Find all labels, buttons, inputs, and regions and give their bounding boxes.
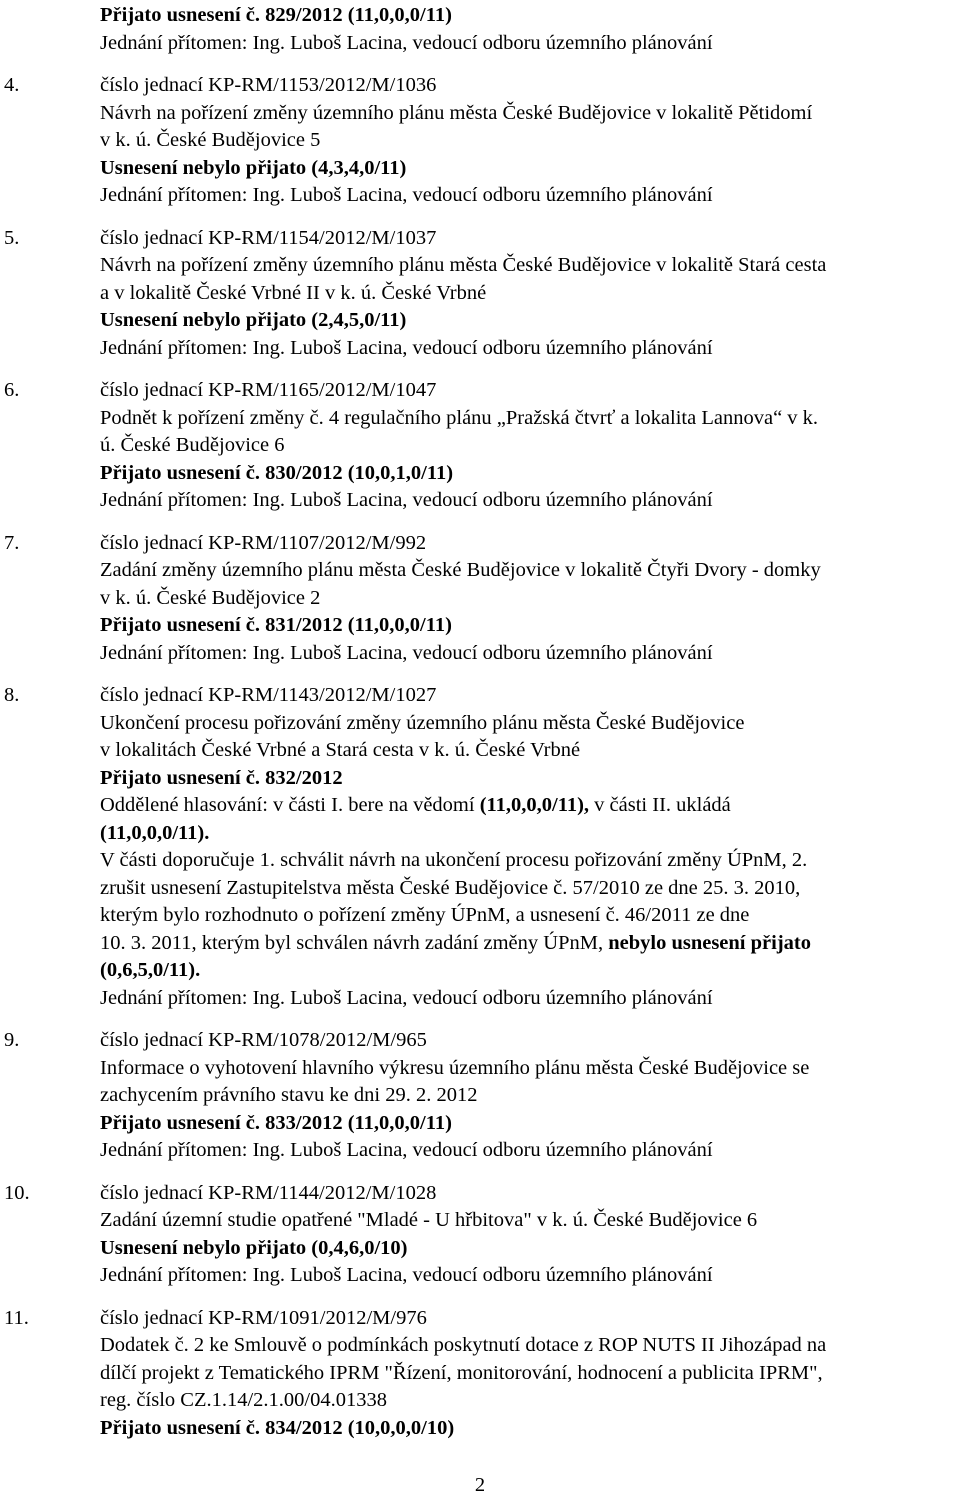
- text-line: [0, 307, 960, 335]
- line-text: Zadání územní studie opatřené "Mladé - U hřbitova" v k. ú. České Budějovice 6: [100, 1209, 758, 1231]
- paragraph-gap: [0, 1165, 960, 1180]
- text-line: [0, 640, 960, 668]
- line-text: číslo jednací KP-RM/1165/2012/M/1047: [100, 379, 437, 401]
- text-line: [0, 335, 960, 363]
- agenda-item-heading: [0, 1305, 960, 1333]
- agenda-item-heading: [0, 377, 960, 405]
- text-line: [0, 100, 960, 128]
- resolution-text: Přijato usnesení č. 833/2012 (11,0,0,0/11): [100, 1111, 452, 1134]
- line-text: kterým bylo rozhodnuto o pořízení změny ÚPnM, a usnesení č. 46/2011 ze dne: [100, 904, 750, 926]
- text-line: [0, 1207, 960, 1235]
- resolution-text: Přijato usnesení č. 832/2012: [100, 766, 343, 789]
- line-text: Návrh na pořízení změny územního plánu města České Budějovice v lokalitě Pětidomí: [100, 101, 813, 124]
- text-line: [0, 1415, 960, 1443]
- text-line: [0, 847, 960, 875]
- resolution-text: (11,0,0,0/11),: [479, 794, 590, 816]
- text-line: [0, 1055, 960, 1083]
- text-line: [0, 1262, 960, 1290]
- line-text: Jednání přítomen: Ing. Luboš Lacina, vedoucí odboru územního plánování: [100, 31, 713, 54]
- agenda-item-number: 10.: [4, 1181, 30, 1204]
- line-text: V části doporučuje 1. schválit návrh na ukončení procesu pořizování změny ÚPnM, 2.: [100, 849, 808, 871]
- resolution-text: Přijato usnesení č. 830/2012 (10,0,1,0/11): [100, 461, 454, 484]
- resolution-text: Přijato usnesení č. 834/2012 (10,0,0,0/10): [100, 1416, 455, 1439]
- agenda-item-number: 6.: [4, 379, 20, 401]
- paragraph-gap: [0, 362, 960, 377]
- agenda-item-heading: [0, 225, 960, 253]
- agenda-item-number: 9.: [4, 1029, 20, 1051]
- line-text: Jednání přítomen: Ing. Luboš Lacina, vedoucí odboru územního plánování: [100, 1264, 713, 1286]
- text-line: [0, 405, 960, 433]
- line-text: ú. České Budějovice 6: [100, 434, 285, 456]
- paragraph-gap: [0, 210, 960, 225]
- line-text-continued: v části II. ukládá: [589, 794, 731, 816]
- line-text: Zadání změny územního plánu města České Budějovice v lokalitě Čtyři Dvory - domky: [100, 559, 821, 581]
- text-line: [0, 30, 960, 58]
- line-text: Jednání přítomen: Ing. Luboš Lacina, vedoucí odboru územního plánování: [100, 641, 713, 664]
- text-line: [0, 737, 960, 765]
- resolution-text: nebylo usnesení přijato: [608, 931, 811, 954]
- text-line: [0, 1082, 960, 1110]
- line-text: zachycením právního stavu ke dni 29. 2. 2012: [100, 1084, 478, 1106]
- line-text: Informace o vyhotovení hlavního výkresu územního plánu města České Budějovice se: [100, 1056, 810, 1079]
- agenda-item-heading: [0, 530, 960, 558]
- text-line: [0, 155, 960, 183]
- agenda-item-number: 11.: [4, 1306, 29, 1329]
- text-line: [0, 2, 960, 30]
- text-line: [0, 1235, 960, 1263]
- paragraph-gap: [0, 1290, 960, 1305]
- text-line: [0, 792, 960, 820]
- resolution-text: Přijato usnesení č. 831/2012 (11,0,0,0/11): [100, 614, 452, 636]
- text-line: [0, 710, 960, 738]
- line-text: Jednání přítomen: Ing. Luboš Lacina, vedoucí odboru územního plánování: [100, 489, 713, 511]
- line-text: a v lokalitě České Vrbné II v k. ú. České Vrbné: [100, 281, 487, 304]
- text-line: [0, 1360, 960, 1388]
- agenda-item-number: 8.: [4, 684, 20, 706]
- text-line: [0, 612, 960, 640]
- line-text: číslo jednací KP-RM/1078/2012/M/965: [100, 1029, 427, 1051]
- resolution-text: Přijato usnesení č. 829/2012 (11,0,0,0/11): [100, 4, 452, 26]
- line-text: číslo jednací KP-RM/1143/2012/M/1027: [100, 684, 437, 706]
- text-line: [0, 1387, 960, 1415]
- line-text: 10. 3. 2011, kterým byl schválen návrh zadání změny ÚPnM,: [100, 931, 609, 954]
- line-text: Dodatek č. 2 ke Smlouvě o podmínkách poskytnutí dotace z ROP NUTS II Jihozápad na: [100, 1334, 827, 1356]
- text-line: [0, 487, 960, 515]
- line-text: dílčí projekt z Tematického IPRM "Řízení, monitorování, hodnocení a publicita IPRM",: [100, 1361, 823, 1384]
- text-line: [0, 1110, 960, 1138]
- line-text: Oddělené hlasování: v části I. bere na vědomí: [100, 794, 480, 816]
- text-line: [0, 820, 960, 848]
- paragraph-gap: [0, 57, 960, 72]
- line-text: reg. číslo CZ.1.14/2.1.00/04.01338: [100, 1389, 387, 1411]
- resolution-text: Usnesení nebylo přijato (0,4,6,0/10): [100, 1236, 408, 1259]
- line-text: zrušit usnesení Zastupitelstva města České Budějovice č. 57/2010 ze dne 25. 3. 2010,: [100, 876, 801, 899]
- line-text: v k. ú. České Budějovice 5: [100, 129, 321, 151]
- line-text: Jednání přítomen: Ing. Luboš Lacina, vedoucí odboru územního plánování: [100, 986, 713, 1009]
- agenda-item-heading: [0, 1180, 960, 1208]
- line-text: číslo jednací KP-RM/1144/2012/M/1028: [100, 1181, 437, 1204]
- line-text: Jednání přítomen: Ing. Luboš Lacina, vedoucí odboru územního plánování: [100, 184, 713, 206]
- line-text: Jednání přítomen: Ing. Luboš Lacina, vedoucí odboru územního plánování: [100, 1139, 713, 1161]
- text-line: [0, 432, 960, 460]
- line-text: Ukončení procesu pořizování změny územního plánu města České Budějovice: [100, 711, 745, 734]
- resolution-text: Usnesení nebylo přijato (4,3,4,0/11): [100, 156, 407, 179]
- text-line: [0, 930, 960, 958]
- agenda-item-number: 4.: [4, 74, 20, 96]
- line-text: Návrh na pořízení změny územního plánu města České Budějovice v lokalitě Stará cesta: [100, 254, 827, 276]
- page-number: 2: [474, 1474, 486, 1496]
- text-line: [0, 557, 960, 585]
- text-line: [0, 585, 960, 613]
- agenda-item-heading: [0, 72, 960, 100]
- text-line: [0, 902, 960, 930]
- text-line: [0, 252, 960, 280]
- resolution-text: Usnesení nebylo přijato (2,4,5,0/11): [100, 309, 407, 331]
- text-line: [0, 985, 960, 1013]
- text-line: [0, 1137, 960, 1165]
- text-line: [0, 957, 960, 985]
- resolution-text: (0,6,5,0/11).: [100, 959, 201, 981]
- agenda-item-number: 5.: [4, 226, 20, 249]
- line-text: v lokalitách České Vrbné a Stará cesta v k. ú. České Vrbné: [100, 739, 581, 761]
- line-text: číslo jednací KP-RM/1153/2012/M/1036: [100, 74, 437, 96]
- text-line: [0, 460, 960, 488]
- resolution-text: (11,0,0,0/11).: [100, 821, 210, 844]
- agenda-item-heading: [0, 682, 960, 710]
- line-text: v k. ú. České Budějovice 2: [100, 586, 321, 609]
- line-text: číslo jednací KP-RM/1154/2012/M/1037: [100, 226, 437, 249]
- text-line: [0, 875, 960, 903]
- document-page: [0, 2, 960, 1442]
- text-line: [0, 127, 960, 155]
- line-text: Jednání přítomen: Ing. Luboš Lacina, vedoucí odboru územního plánování: [100, 336, 713, 359]
- paragraph-gap: [0, 1012, 960, 1027]
- line-text: číslo jednací KP-RM/1091/2012/M/976: [100, 1306, 427, 1329]
- text-line: [0, 765, 960, 793]
- text-line: [0, 280, 960, 308]
- text-line: [0, 182, 960, 210]
- line-text: číslo jednací KP-RM/1107/2012/M/992: [100, 531, 427, 554]
- agenda-item-number: 7.: [4, 531, 20, 554]
- agenda-item-heading: [0, 1027, 960, 1055]
- text-line: [0, 1332, 960, 1360]
- paragraph-gap: [0, 667, 960, 682]
- line-text: Podnět k pořízení změny č. 4 regulačního plánu „Pražská čtvrť a lokalita Lannova“ v k.: [100, 406, 819, 429]
- paragraph-gap: [0, 515, 960, 530]
